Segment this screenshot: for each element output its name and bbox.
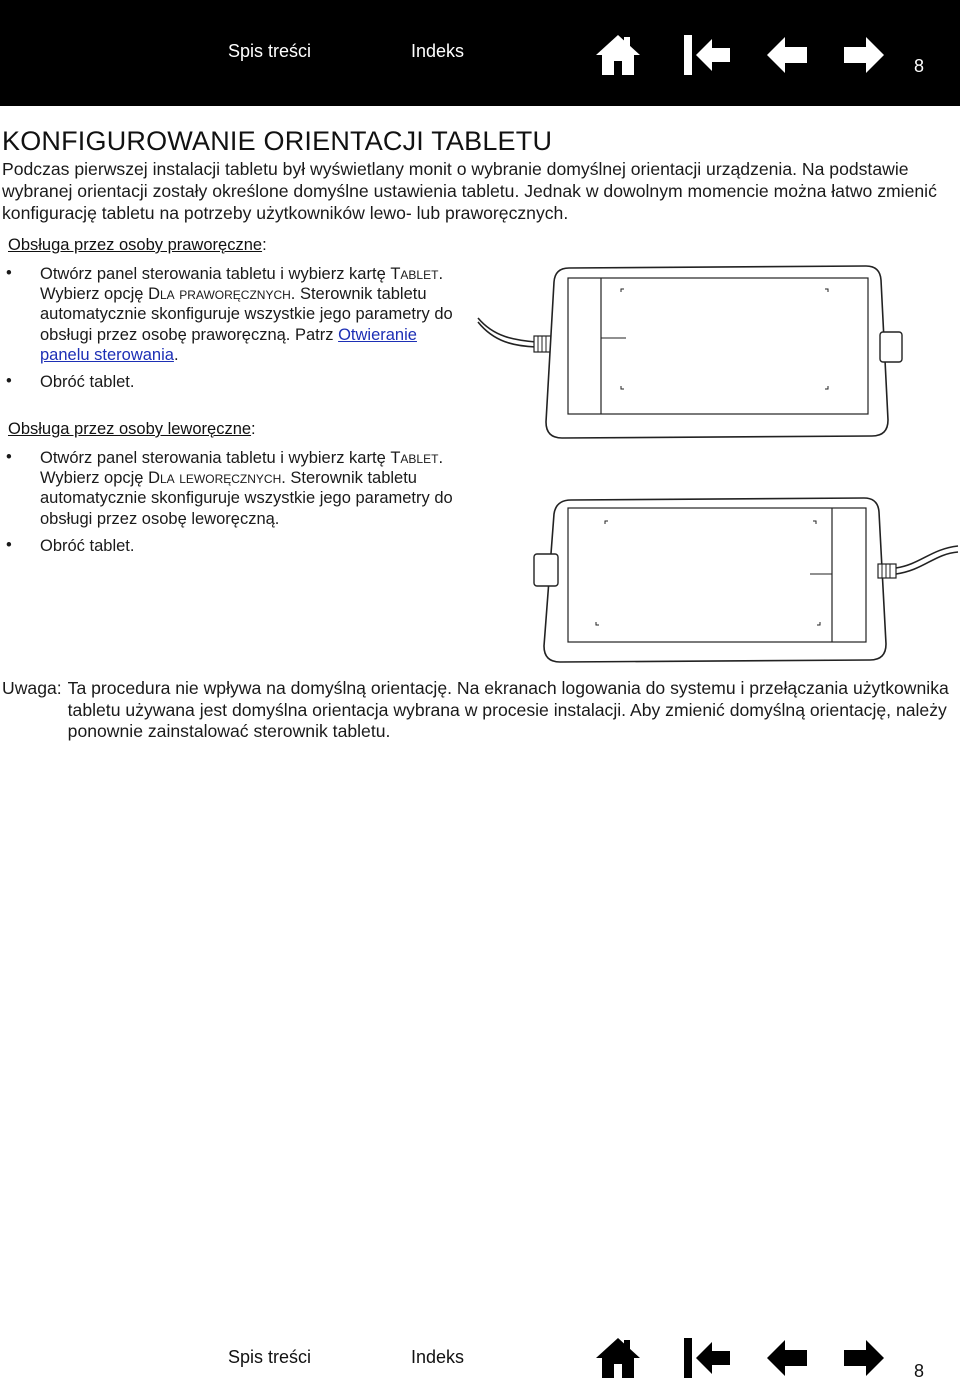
note-label: Uwaga: <box>2 678 62 698</box>
right-handed-steps <box>0 264 455 399</box>
note-row <box>2 678 960 743</box>
tab-name: Tablet <box>390 265 439 283</box>
first-page-icon[interactable] <box>682 33 732 77</box>
open-control-panel-link[interactable]: Otwieranie panelu sterowania <box>40 325 417 364</box>
page-number: 8 <box>914 56 925 76</box>
previous-page-icon[interactable] <box>765 33 809 77</box>
tablet-left-handed-illustration <box>526 494 960 666</box>
index-link[interactable]: Indeks <box>411 41 465 61</box>
step-text: . Sterownik tabletu automatycznie skonfiguruje wszystkie jego parametry do obsługi przez osobę leworęczną. <box>40 469 453 528</box>
right-handed-heading <box>8 236 267 255</box>
tab-name: Tablet <box>390 449 439 467</box>
top-nav-bar <box>0 0 960 106</box>
previous-page-icon[interactable] <box>765 1336 809 1380</box>
left-handed-heading <box>8 420 256 439</box>
toc-link[interactable]: Spis treści <box>228 41 312 61</box>
tablet-right-handed-illustration <box>474 262 914 442</box>
index-link[interactable]: Indeks <box>411 1347 465 1367</box>
first-page-icon[interactable] <box>682 1336 732 1380</box>
left-handed-heading-text: Obsługa przez osoby leworęczne <box>8 420 252 438</box>
step-text: . Wybierz opcję <box>40 449 444 488</box>
list-item <box>0 264 455 365</box>
bullet: • <box>6 372 12 391</box>
option-name: Dla praworęcznych <box>148 285 291 304</box>
step-text: . Wybierz opcję <box>40 265 444 304</box>
bullet: • <box>6 264 12 282</box>
list-item <box>0 536 455 556</box>
option-name: Dla leworęcznych <box>148 469 282 488</box>
step-text: Otwórz panel sterowania tabletu i wybierz kartę <box>40 265 391 283</box>
list-item <box>0 372 455 392</box>
page-number: 8 <box>914 1361 925 1381</box>
step-text: Otwórz panel sterowania tabletu i wybierz kartę <box>40 449 391 467</box>
bottom-nav-bar <box>0 1328 960 1384</box>
home-icon[interactable] <box>594 33 642 77</box>
bullet: • <box>6 535 12 554</box>
step-text: Obróć tablet. <box>40 536 135 555</box>
note-block <box>2 678 960 743</box>
right-handed-heading-text: Obsługa przez osoby praworęczne <box>8 236 263 254</box>
left-handed-steps <box>0 448 455 563</box>
note-text: Ta procedura nie wpływa na domyślną orientację. Na ekranach logowania do systemu i przełączania użytkownika tabletu używana jest domyślna orientacja wybrana w procesie instalacji. Aby zmienić domyślną orientację, należy ponownie zainstalować sterownik tabletu. <box>67 678 949 741</box>
step-text: . Sterownik tabletu automatycznie skonfiguruje wszystkie jego parametry do obsługi przez osobę praworęczną. Patrz <box>40 285 453 344</box>
page-title: KONFIGUROWANIE ORIENTACJI TABLETU <box>2 126 553 156</box>
step-text: Obróć tablet. <box>40 373 135 392</box>
bullet: • <box>6 448 12 466</box>
step-text: . <box>173 345 179 364</box>
heading-colon: : <box>251 420 256 438</box>
next-page-icon[interactable] <box>842 33 886 77</box>
toc-link[interactable]: Spis treści <box>228 1347 312 1367</box>
home-icon[interactable] <box>594 1336 642 1380</box>
heading-colon: : <box>262 236 267 254</box>
list-item <box>0 448 455 529</box>
intro-paragraph: Podczas pierwszej instalacji tabletu był wyświetlany monit o wybranie domyślnej orientacji urządzenia. Na podstawie wybranej orientacji zostały określone domyślne ustawienia tabletu. Jednak w dowolnym momencie można łatwo zmienić konfigurację tabletu na potrzeby użytkowników lewo- lub praworęcznych. <box>2 159 937 223</box>
next-page-icon[interactable] <box>842 1336 886 1380</box>
